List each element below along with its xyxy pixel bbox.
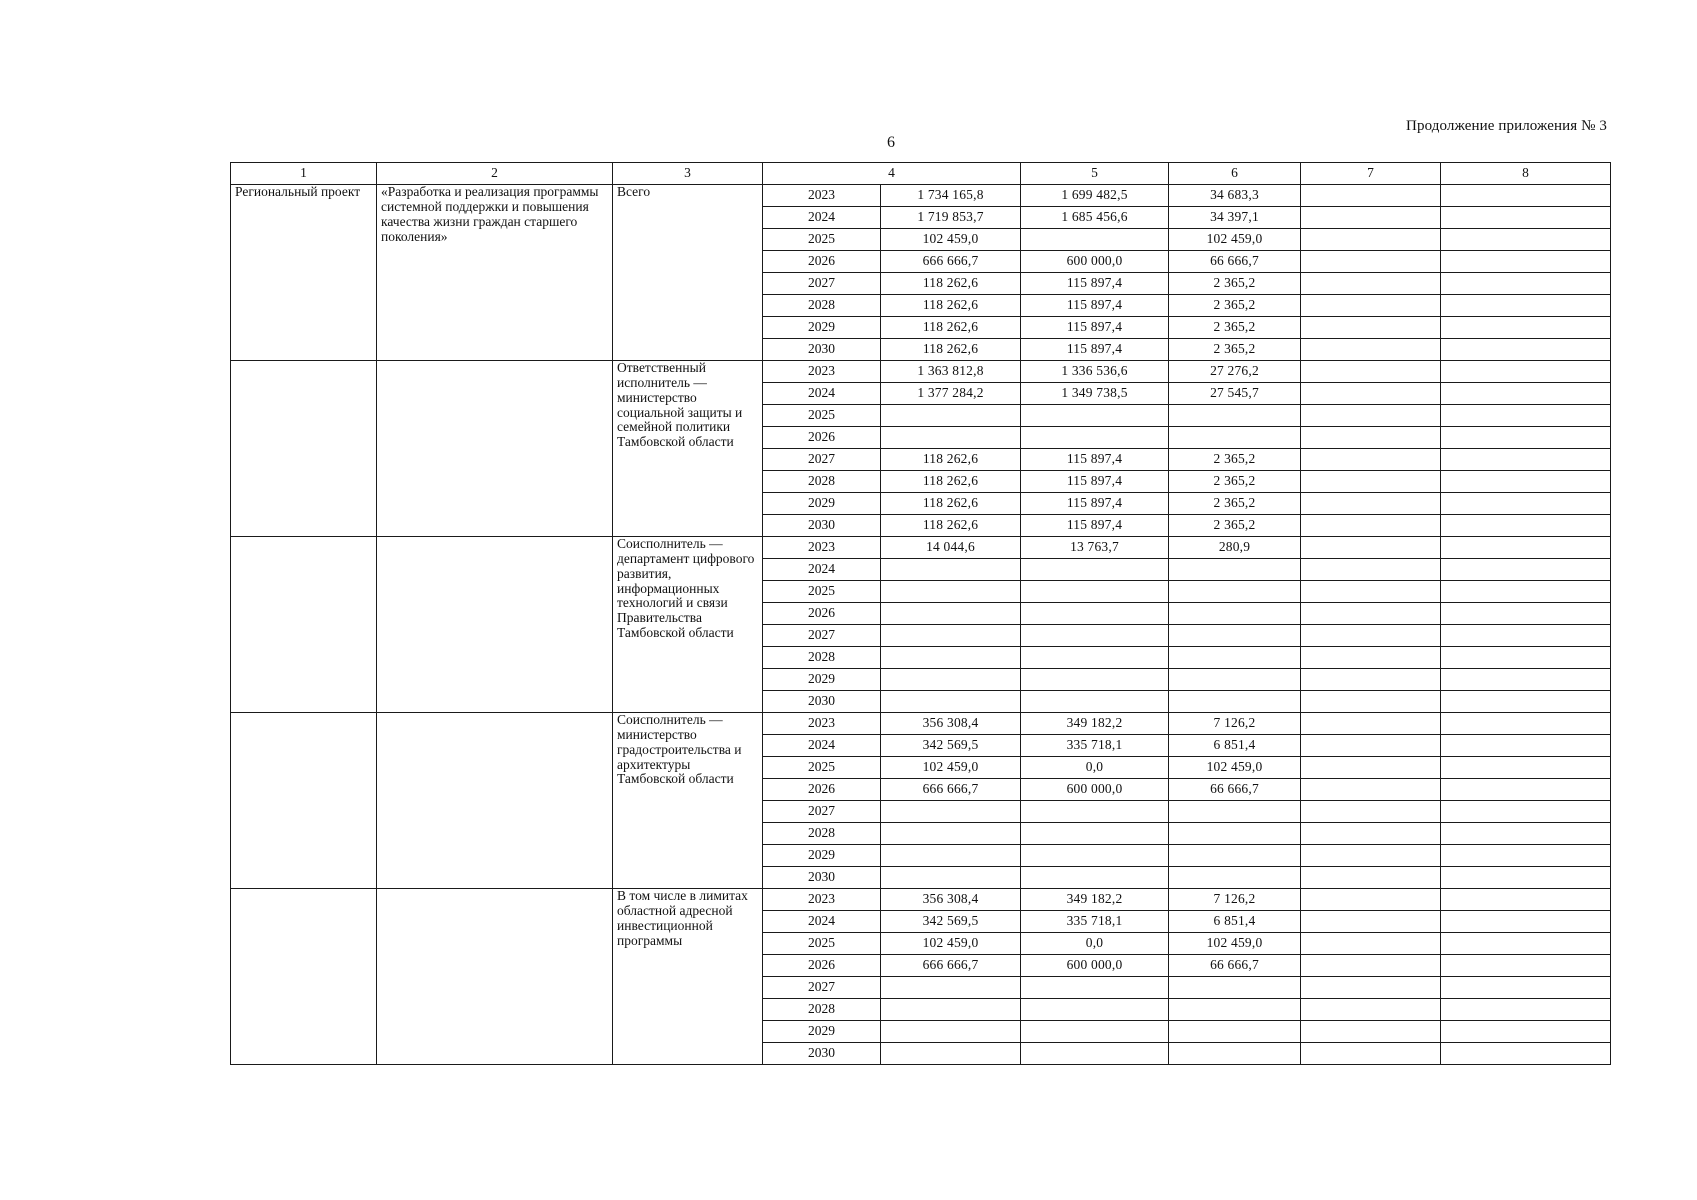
regional-cell: 6 851,4 <box>1169 735 1301 757</box>
total-cell: 102 459,0 <box>881 229 1021 251</box>
year-cell: 2027 <box>763 977 881 999</box>
budget-table <box>230 162 1611 1065</box>
col8-cell <box>1441 559 1611 581</box>
year-cell: 2026 <box>763 251 881 273</box>
year-cell: 2029 <box>763 669 881 691</box>
total-cell: 118 262,6 <box>881 317 1021 339</box>
column-header: 8 <box>1441 163 1611 185</box>
federal-cell: 115 897,4 <box>1021 273 1169 295</box>
year-cell: 2030 <box>763 691 881 713</box>
col7-cell <box>1301 955 1441 977</box>
col8-cell <box>1441 845 1611 867</box>
total-cell: 1 377 284,2 <box>881 383 1021 405</box>
column-header: 2 <box>377 163 613 185</box>
regional-cell <box>1169 801 1301 823</box>
name-cell <box>377 889 613 1065</box>
column-header: 7 <box>1301 163 1441 185</box>
federal-cell: 115 897,4 <box>1021 449 1169 471</box>
year-cell: 2023 <box>763 537 881 559</box>
federal-cell <box>1021 999 1169 1021</box>
col8-cell <box>1441 537 1611 559</box>
year-cell: 2023 <box>763 889 881 911</box>
col8-cell <box>1441 361 1611 383</box>
appendix-label: Продолжение приложения № 3 <box>1406 118 1607 134</box>
regional-cell: 102 459,0 <box>1169 933 1301 955</box>
type-cell: Региональный проект <box>231 185 377 361</box>
col7-cell <box>1301 801 1441 823</box>
year-cell: 2028 <box>763 999 881 1021</box>
col7-cell <box>1301 229 1441 251</box>
year-cell: 2025 <box>763 933 881 955</box>
column-header: 6 <box>1169 163 1301 185</box>
type-cell <box>231 361 377 537</box>
year-cell: 2028 <box>763 471 881 493</box>
federal-cell: 335 718,1 <box>1021 911 1169 933</box>
year-cell: 2025 <box>763 581 881 603</box>
total-cell <box>881 405 1021 427</box>
federal-cell: 1 685 456,6 <box>1021 207 1169 229</box>
regional-cell <box>1169 603 1301 625</box>
total-cell <box>881 647 1021 669</box>
col8-cell <box>1441 581 1611 603</box>
year-cell: 2025 <box>763 229 881 251</box>
col7-cell <box>1301 559 1441 581</box>
total-cell: 118 262,6 <box>881 295 1021 317</box>
federal-cell: 0,0 <box>1021 757 1169 779</box>
total-cell <box>881 603 1021 625</box>
col7-cell <box>1301 867 1441 889</box>
col7-cell <box>1301 603 1441 625</box>
col8-cell <box>1441 955 1611 977</box>
year-cell: 2023 <box>763 185 881 207</box>
col8-cell <box>1441 207 1611 229</box>
col8-cell <box>1441 317 1611 339</box>
federal-cell: 13 763,7 <box>1021 537 1169 559</box>
total-cell <box>881 691 1021 713</box>
total-cell: 342 569,5 <box>881 735 1021 757</box>
col8-cell <box>1441 383 1611 405</box>
federal-cell: 1 349 738,5 <box>1021 383 1169 405</box>
year-cell: 2027 <box>763 449 881 471</box>
col7-cell <box>1301 889 1441 911</box>
total-cell <box>881 999 1021 1021</box>
name-cell <box>377 537 613 713</box>
regional-cell: 102 459,0 <box>1169 229 1301 251</box>
regional-cell <box>1169 625 1301 647</box>
year-cell: 2027 <box>763 801 881 823</box>
total-cell <box>881 977 1021 999</box>
federal-cell <box>1021 977 1169 999</box>
regional-cell <box>1169 823 1301 845</box>
col8-cell <box>1441 867 1611 889</box>
regional-cell <box>1169 999 1301 1021</box>
federal-cell <box>1021 845 1169 867</box>
col7-cell <box>1301 471 1441 493</box>
federal-cell: 600 000,0 <box>1021 779 1169 801</box>
executor-cell: Соисполнитель — министерство градостроительства и архитектуры Тамбовской области <box>613 713 763 889</box>
regional-cell: 34 683,3 <box>1169 185 1301 207</box>
type-cell <box>231 889 377 1065</box>
regional-cell: 66 666,7 <box>1169 955 1301 977</box>
col8-cell <box>1441 911 1611 933</box>
total-cell <box>881 801 1021 823</box>
col8-cell <box>1441 449 1611 471</box>
col8-cell <box>1441 669 1611 691</box>
federal-cell <box>1021 405 1169 427</box>
regional-cell: 7 126,2 <box>1169 889 1301 911</box>
col8-cell <box>1441 933 1611 955</box>
year-cell: 2026 <box>763 603 881 625</box>
year-cell: 2029 <box>763 1021 881 1043</box>
col8-cell <box>1441 625 1611 647</box>
col7-cell <box>1301 295 1441 317</box>
regional-cell: 2 365,2 <box>1169 273 1301 295</box>
total-cell <box>881 559 1021 581</box>
column-header: 5 <box>1021 163 1169 185</box>
regional-cell: 2 365,2 <box>1169 471 1301 493</box>
total-cell: 118 262,6 <box>881 273 1021 295</box>
total-cell <box>881 625 1021 647</box>
regional-cell: 34 397,1 <box>1169 207 1301 229</box>
year-cell: 2028 <box>763 823 881 845</box>
regional-cell: 2 365,2 <box>1169 449 1301 471</box>
table-row <box>231 185 1611 207</box>
table-row <box>231 889 1611 911</box>
regional-cell: 2 365,2 <box>1169 493 1301 515</box>
col7-cell <box>1301 493 1441 515</box>
regional-cell <box>1169 647 1301 669</box>
col7-cell <box>1301 713 1441 735</box>
table-body <box>231 185 1611 1065</box>
federal-cell <box>1021 581 1169 603</box>
total-cell: 1 734 165,8 <box>881 185 1021 207</box>
col8-cell <box>1441 603 1611 625</box>
col7-cell <box>1301 933 1441 955</box>
federal-cell <box>1021 801 1169 823</box>
col8-cell <box>1441 713 1611 735</box>
federal-cell <box>1021 647 1169 669</box>
col8-cell <box>1441 757 1611 779</box>
federal-cell <box>1021 603 1169 625</box>
federal-cell <box>1021 559 1169 581</box>
regional-cell: 280,9 <box>1169 537 1301 559</box>
federal-cell: 115 897,4 <box>1021 515 1169 537</box>
col8-cell <box>1441 427 1611 449</box>
total-cell: 356 308,4 <box>881 889 1021 911</box>
year-cell: 2025 <box>763 757 881 779</box>
col8-cell <box>1441 801 1611 823</box>
regional-cell: 27 276,2 <box>1169 361 1301 383</box>
regional-cell: 27 545,7 <box>1169 383 1301 405</box>
total-cell <box>881 669 1021 691</box>
federal-cell: 0,0 <box>1021 933 1169 955</box>
total-cell <box>881 581 1021 603</box>
col8-cell <box>1441 1043 1611 1065</box>
total-cell: 356 308,4 <box>881 713 1021 735</box>
federal-cell <box>1021 625 1169 647</box>
col7-cell <box>1301 449 1441 471</box>
type-cell <box>231 537 377 713</box>
year-cell: 2029 <box>763 845 881 867</box>
regional-cell: 102 459,0 <box>1169 757 1301 779</box>
col8-cell <box>1441 185 1611 207</box>
col7-cell <box>1301 361 1441 383</box>
regional-cell: 2 365,2 <box>1169 339 1301 361</box>
col7-cell <box>1301 273 1441 295</box>
federal-cell <box>1021 691 1169 713</box>
federal-cell: 600 000,0 <box>1021 251 1169 273</box>
federal-cell: 1 336 536,6 <box>1021 361 1169 383</box>
year-cell: 2030 <box>763 339 881 361</box>
name-cell: «Разработка и реализация программы системной поддержки и повышения качества жизни граждан старшего поколения» <box>377 185 613 361</box>
total-cell <box>881 845 1021 867</box>
header-row <box>231 163 1611 185</box>
col7-cell <box>1301 757 1441 779</box>
year-cell: 2030 <box>763 515 881 537</box>
year-cell: 2023 <box>763 361 881 383</box>
col8-cell <box>1441 515 1611 537</box>
year-cell: 2024 <box>763 735 881 757</box>
col8-cell <box>1441 339 1611 361</box>
regional-cell <box>1169 669 1301 691</box>
regional-cell <box>1169 581 1301 603</box>
federal-cell <box>1021 669 1169 691</box>
federal-cell: 349 182,2 <box>1021 713 1169 735</box>
col8-cell <box>1441 273 1611 295</box>
year-cell: 2026 <box>763 427 881 449</box>
col7-cell <box>1301 647 1441 669</box>
table-row <box>231 361 1611 383</box>
col7-cell <box>1301 625 1441 647</box>
regional-cell <box>1169 867 1301 889</box>
federal-cell: 349 182,2 <box>1021 889 1169 911</box>
col8-cell <box>1441 471 1611 493</box>
federal-cell: 115 897,4 <box>1021 493 1169 515</box>
col8-cell <box>1441 999 1611 1021</box>
col7-cell <box>1301 317 1441 339</box>
page-number: 6 <box>887 134 895 151</box>
federal-cell <box>1021 427 1169 449</box>
col7-cell <box>1301 999 1441 1021</box>
federal-cell <box>1021 229 1169 251</box>
col8-cell <box>1441 251 1611 273</box>
year-cell: 2023 <box>763 713 881 735</box>
col7-cell <box>1301 339 1441 361</box>
federal-cell: 115 897,4 <box>1021 339 1169 361</box>
regional-cell <box>1169 559 1301 581</box>
regional-cell <box>1169 1021 1301 1043</box>
col7-cell <box>1301 383 1441 405</box>
year-cell: 2024 <box>763 911 881 933</box>
col8-cell <box>1441 691 1611 713</box>
col7-cell <box>1301 1043 1441 1065</box>
col8-cell <box>1441 405 1611 427</box>
executor-cell: В том числе в лимитах областной адресной инвестиционной программы <box>613 889 763 1065</box>
total-cell: 14 044,6 <box>881 537 1021 559</box>
executor-cell: Всего <box>613 185 763 361</box>
type-cell <box>231 713 377 889</box>
year-cell: 2027 <box>763 273 881 295</box>
col8-cell <box>1441 1021 1611 1043</box>
federal-cell <box>1021 823 1169 845</box>
total-cell <box>881 1021 1021 1043</box>
name-cell <box>377 361 613 537</box>
regional-cell <box>1169 845 1301 867</box>
total-cell: 102 459,0 <box>881 757 1021 779</box>
total-cell: 118 262,6 <box>881 339 1021 361</box>
col7-cell <box>1301 251 1441 273</box>
year-cell: 2024 <box>763 383 881 405</box>
col7-cell <box>1301 427 1441 449</box>
col8-cell <box>1441 295 1611 317</box>
col8-cell <box>1441 823 1611 845</box>
total-cell: 666 666,7 <box>881 955 1021 977</box>
table-row <box>231 537 1611 559</box>
year-cell: 2029 <box>763 493 881 515</box>
total-cell: 666 666,7 <box>881 779 1021 801</box>
column-header: 4 <box>763 163 1021 185</box>
total-cell <box>881 823 1021 845</box>
col7-cell <box>1301 845 1441 867</box>
year-cell: 2027 <box>763 625 881 647</box>
federal-cell: 115 897,4 <box>1021 317 1169 339</box>
col7-cell <box>1301 207 1441 229</box>
col7-cell <box>1301 977 1441 999</box>
total-cell: 1 719 853,7 <box>881 207 1021 229</box>
federal-cell <box>1021 1021 1169 1043</box>
executor-cell: Ответственный исполнитель — министерство социальной защиты и семейной политики Тамбовской области <box>613 361 763 537</box>
regional-cell: 2 365,2 <box>1169 317 1301 339</box>
col7-cell <box>1301 779 1441 801</box>
year-cell: 2026 <box>763 955 881 977</box>
table-row <box>231 713 1611 735</box>
col8-cell <box>1441 889 1611 911</box>
col7-cell <box>1301 185 1441 207</box>
regional-cell: 2 365,2 <box>1169 515 1301 537</box>
total-cell: 1 363 812,8 <box>881 361 1021 383</box>
year-cell: 2026 <box>763 779 881 801</box>
total-cell: 102 459,0 <box>881 933 1021 955</box>
col8-cell <box>1441 735 1611 757</box>
total-cell <box>881 867 1021 889</box>
col8-cell <box>1441 779 1611 801</box>
total-cell: 342 569,5 <box>881 911 1021 933</box>
col7-cell <box>1301 691 1441 713</box>
regional-cell <box>1169 1043 1301 1065</box>
federal-cell: 600 000,0 <box>1021 955 1169 977</box>
year-cell: 2030 <box>763 867 881 889</box>
col7-cell <box>1301 581 1441 603</box>
federal-cell: 115 897,4 <box>1021 295 1169 317</box>
total-cell: 118 262,6 <box>881 515 1021 537</box>
year-cell: 2025 <box>763 405 881 427</box>
year-cell: 2029 <box>763 317 881 339</box>
total-cell <box>881 427 1021 449</box>
year-cell: 2030 <box>763 1043 881 1065</box>
col8-cell <box>1441 493 1611 515</box>
regional-cell: 6 851,4 <box>1169 911 1301 933</box>
regional-cell <box>1169 977 1301 999</box>
regional-cell: 66 666,7 <box>1169 779 1301 801</box>
federal-cell: 1 699 482,5 <box>1021 185 1169 207</box>
regional-cell <box>1169 405 1301 427</box>
col7-cell <box>1301 669 1441 691</box>
year-cell: 2028 <box>763 295 881 317</box>
name-cell <box>377 713 613 889</box>
col8-cell <box>1441 647 1611 669</box>
federal-cell: 115 897,4 <box>1021 471 1169 493</box>
regional-cell: 2 365,2 <box>1169 295 1301 317</box>
col8-cell <box>1441 977 1611 999</box>
total-cell: 666 666,7 <box>881 251 1021 273</box>
total-cell: 118 262,6 <box>881 471 1021 493</box>
federal-cell: 335 718,1 <box>1021 735 1169 757</box>
year-cell: 2028 <box>763 647 881 669</box>
total-cell: 118 262,6 <box>881 449 1021 471</box>
col7-cell <box>1301 911 1441 933</box>
executor-cell: Соисполнитель — департамент цифрового развития, информационных технологий и связи Правительства Тамбовской области <box>613 537 763 713</box>
total-cell <box>881 1043 1021 1065</box>
col7-cell <box>1301 537 1441 559</box>
col7-cell <box>1301 515 1441 537</box>
col7-cell <box>1301 1021 1441 1043</box>
col7-cell <box>1301 823 1441 845</box>
regional-cell <box>1169 427 1301 449</box>
regional-cell: 7 126,2 <box>1169 713 1301 735</box>
col7-cell <box>1301 405 1441 427</box>
total-cell: 118 262,6 <box>881 493 1021 515</box>
federal-cell <box>1021 1043 1169 1065</box>
year-cell: 2024 <box>763 559 881 581</box>
col7-cell <box>1301 735 1441 757</box>
year-cell: 2024 <box>763 207 881 229</box>
regional-cell: 66 666,7 <box>1169 251 1301 273</box>
regional-cell <box>1169 691 1301 713</box>
federal-cell <box>1021 867 1169 889</box>
column-header: 3 <box>613 163 763 185</box>
col8-cell <box>1441 229 1611 251</box>
column-header: 1 <box>231 163 377 185</box>
